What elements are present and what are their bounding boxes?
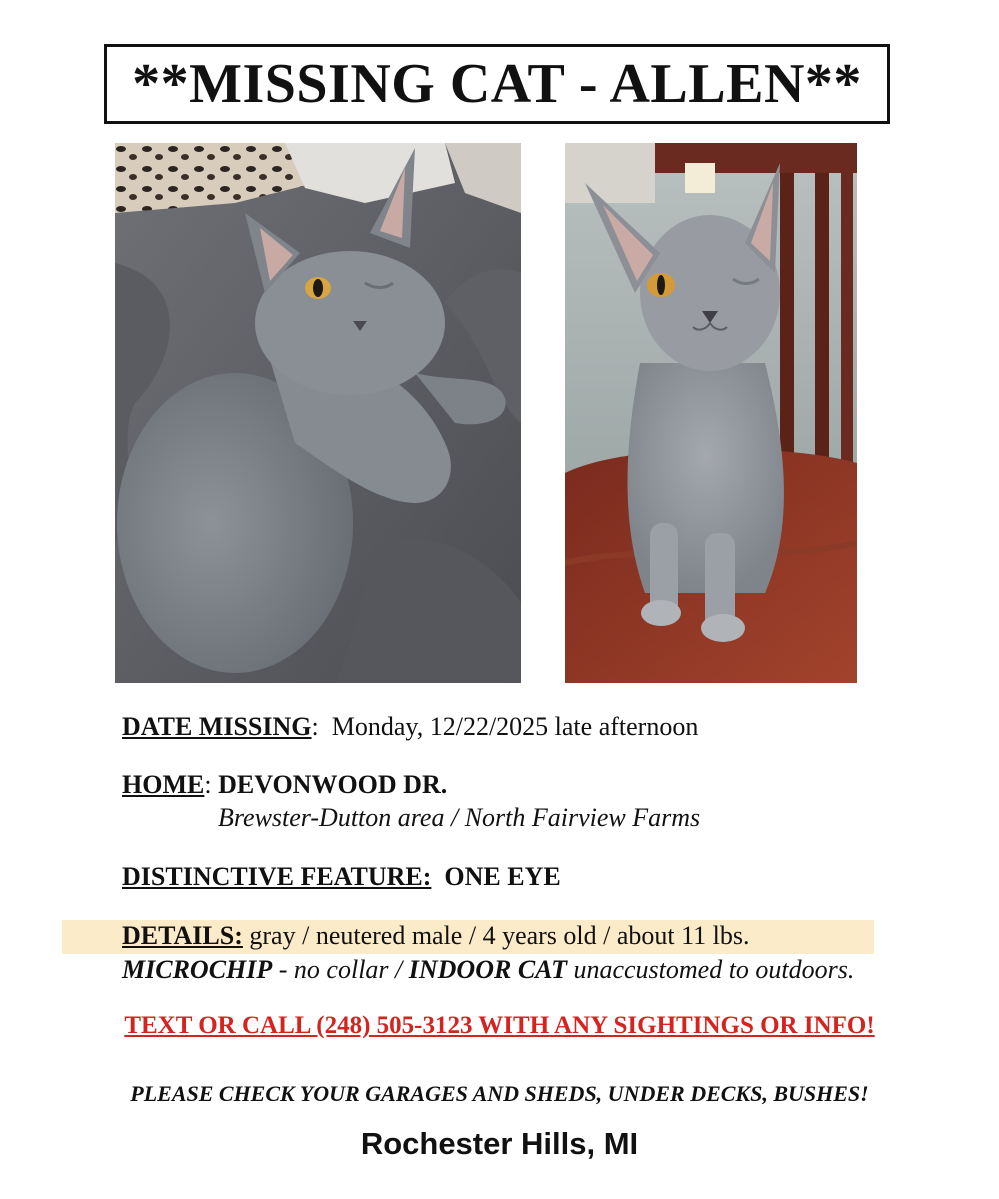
- date-missing-value: Monday, 12/22/2025 late afternoon: [331, 712, 699, 741]
- date-missing-label: DATE MISSING: [122, 712, 312, 741]
- poster-title: **MISSING CAT - ALLEN**: [132, 53, 862, 115]
- no-collar-text: - no collar /: [278, 955, 403, 984]
- details-value: gray / neutered male / 4 years old / about 11 lbs.: [249, 921, 750, 950]
- date-missing-colon: :: [311, 712, 319, 741]
- home-row: [122, 770, 447, 800]
- contact-line: TEXT OR CALL (248) 505-3123 WITH ANY SIGHTINGS OR INFO!: [124, 1012, 875, 1039]
- cat-photo-lying-illustration: [115, 143, 521, 683]
- check-request-line: PLEASE CHECK YOUR GARAGES AND SHEDS, UNDER DECKS, BUSHES!: [130, 1081, 869, 1106]
- home-street: DEVONWOOD DR.: [218, 770, 448, 799]
- date-missing-row: [122, 712, 698, 742]
- location-line: Rochester Hills, MI: [360, 1126, 639, 1161]
- title-box: [104, 44, 890, 124]
- cat-photo-sitting: [565, 143, 857, 683]
- home-colon: :: [204, 770, 212, 799]
- distinctive-feature-row: [122, 862, 561, 892]
- home-label: HOME: [122, 770, 205, 799]
- cat-photo-sitting-illustration: [565, 143, 857, 683]
- home-area: Brewster-Dutton area / North Fairview Farms: [218, 803, 701, 832]
- indoor-note-text: unaccustomed to outdoors.: [573, 955, 855, 984]
- details-label: DETAILS:: [122, 921, 243, 950]
- indoor-cat-text: INDOOR CAT: [408, 955, 567, 984]
- microchip-text: MICROCHIP: [122, 955, 273, 984]
- cat-photo-lying: [115, 143, 521, 683]
- distinctive-feature-label: DISTINCTIVE FEATURE:: [122, 862, 432, 891]
- microchip-row: [122, 955, 854, 985]
- distinctive-feature-value: ONE EYE: [444, 862, 561, 891]
- details-row: [122, 921, 750, 951]
